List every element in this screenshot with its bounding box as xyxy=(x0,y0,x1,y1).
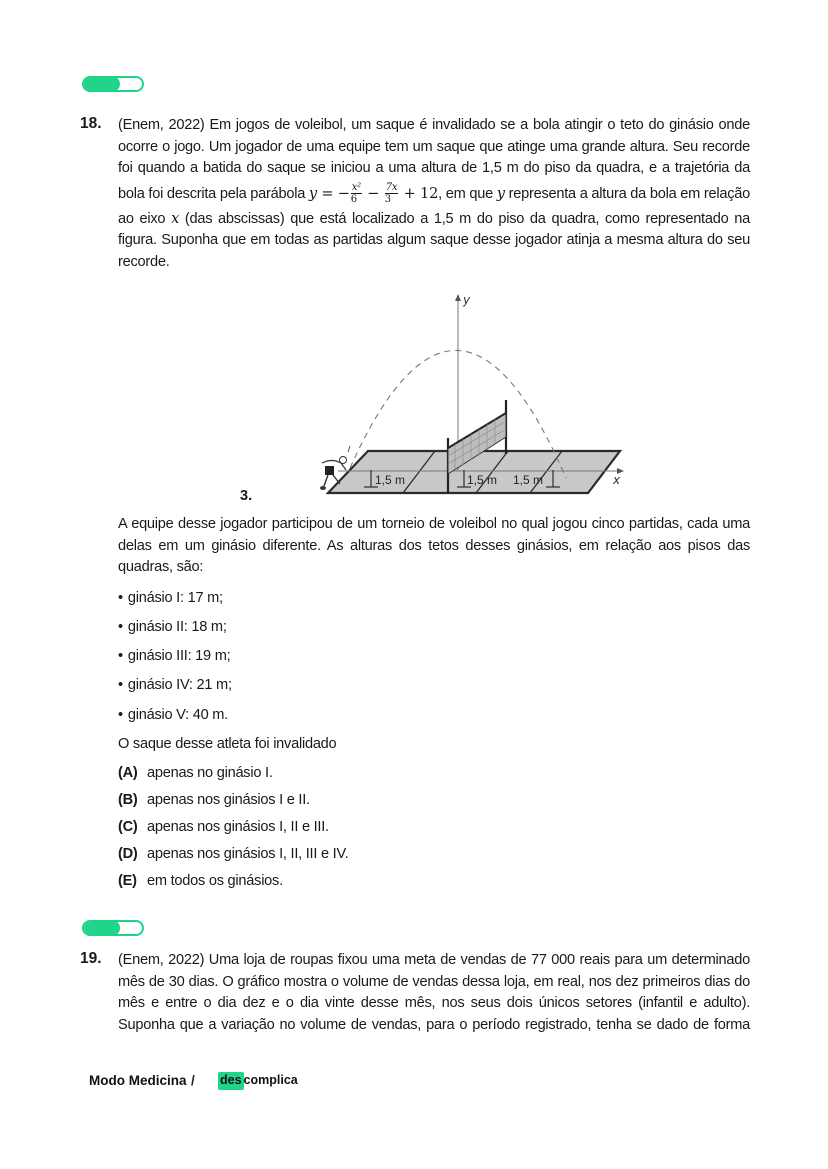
height-label: 1,5 m xyxy=(513,473,544,487)
answer-option-b[interactable]: (B) apenas nos ginásios I e II. xyxy=(118,792,310,808)
figure-label: 3. xyxy=(240,488,253,504)
answer-option-e[interactable]: (E) em todos os ginásios. xyxy=(118,873,283,889)
statement-line: (Enem, 2022) Em jogos de voleibol, um saque é invalidado se a bola atingir o teto do ginásio onde xyxy=(118,117,750,133)
y-axis-label: y xyxy=(463,293,471,307)
footer-separator: / xyxy=(191,1073,195,1088)
statement-line: recorde. xyxy=(118,253,170,270)
question-prompt: O saque desse atleta foi invalidado xyxy=(118,736,337,752)
progress-pill-fill xyxy=(82,76,120,92)
question-statement xyxy=(118,115,750,273)
height-label: 1,5 m xyxy=(467,473,498,487)
answer-option-a[interactable]: (A) apenas no ginásio I. xyxy=(118,765,273,781)
gym-list-item: • ginásio I: 17 m; xyxy=(118,590,223,606)
court-illustration xyxy=(308,288,628,498)
statement-line: ao eixo x (das abscissas) que está localizado a 1,5 m do piso da quadra, como representado na xyxy=(118,209,750,227)
statement-line: figura. Suponha que em todas as partidas algum saque desse jogador atinja a mesma altura do seu xyxy=(118,232,750,248)
gym-list-item: • ginásio III: 19 m; xyxy=(118,648,230,664)
gym-list-item: • ginásio IV: 21 m; xyxy=(118,677,232,693)
question-number: 19. xyxy=(80,950,102,967)
equation-line: bola foi descrita pela parábola y = − $\frac{\text{x²}}{6}$ − $\frac{7x}{3}$ + 12, em que y representa a altura da bola em relação xyxy=(118,182,750,206)
volleyball-court-figure xyxy=(308,288,628,498)
gym-list-item: • ginásio V: 40 m. xyxy=(118,707,228,723)
statement-line: foi quando a batida do saque se iniciou a uma altura de 1,5 m do piso da quadra, e a trajetória da xyxy=(118,160,750,176)
height-label: 1,5 m xyxy=(375,473,406,487)
context-paragraph: A equipe desse jogador participou de um torneio de voleibol no qual jogou cinco partidas, cada uma delas em um ginásio diferente. As alturas dos tetos desses ginásios, em relação aos pisos das quadras, são: xyxy=(118,516,750,575)
question-number: 18. xyxy=(80,115,102,132)
question-statement: (Enem, 2022) Uma loja de roupas fixou uma meta de vendas de 77 000 reais para um determinado mês de 30 dias. O gráfico mostra o volume de vendas dessa loja, em real, nos dez primeiros dias do mês e entre o dia dez e o dia vinte desse mês, nos seus dois únicos setores (infantil e adulto). Suponha que a variação no volume de vendas, para o período registrado, tenha se dado de forma xyxy=(118,952,750,1033)
progress-pill xyxy=(82,76,144,92)
footer-brand: Modo Medicina xyxy=(89,1073,187,1088)
fraction: $\frac{7x}{3}$ xyxy=(384,182,398,206)
answer-option-d[interactable]: (D) apenas nos ginásios I, II, III e IV. xyxy=(118,846,349,862)
progress-pill-fill xyxy=(82,920,120,936)
statement-line: ocorre o jogo. Um jogador de uma equipe tem um saque que atinge uma grande altura. Seu recorde xyxy=(118,138,750,155)
progress-pill xyxy=(82,920,144,936)
x-axis-label: x xyxy=(613,473,621,487)
gym-list-item: • ginásio II: 18 m; xyxy=(118,619,227,635)
answer-option-c[interactable]: (C) apenas nos ginásios I, II e III. xyxy=(118,819,329,835)
fraction: $\frac{\text{x²}}{6}$ xyxy=(350,182,361,206)
descomplica-logo: des complica xyxy=(218,1073,298,1087)
